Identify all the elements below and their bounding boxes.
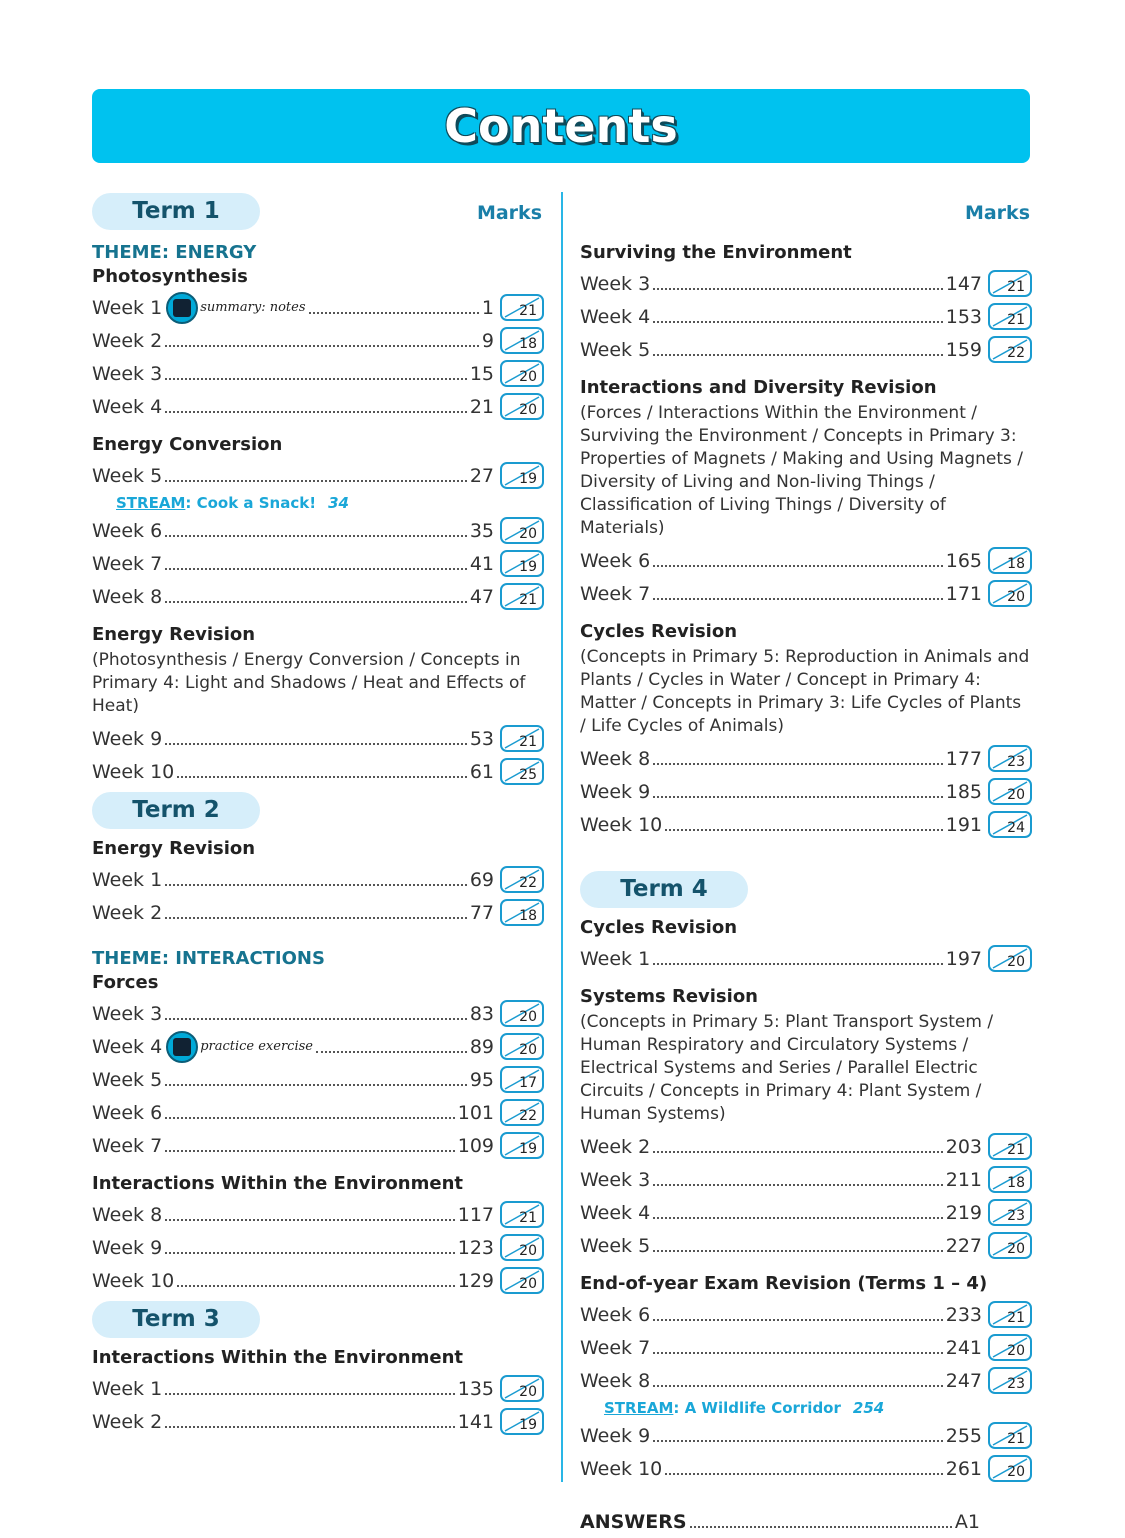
page-title: Contents bbox=[444, 99, 678, 153]
page-number: A1 bbox=[954, 1510, 980, 1533]
marks-box bbox=[500, 294, 544, 321]
marks-value: 20 bbox=[1007, 1241, 1025, 1257]
contents-row[interactable] bbox=[580, 1331, 1032, 1364]
marks-box bbox=[500, 1201, 544, 1228]
marks-value: 18 bbox=[1007, 556, 1025, 572]
marks-value: 21 bbox=[1007, 1431, 1025, 1447]
contents-row[interactable] bbox=[580, 1364, 1032, 1397]
contents-row[interactable] bbox=[580, 1452, 1032, 1485]
stream-title: : Cook a Snack! bbox=[185, 494, 317, 512]
marks-box bbox=[500, 1234, 544, 1261]
marks-value: 18 bbox=[519, 336, 537, 352]
week-label: Week 4 bbox=[580, 305, 651, 328]
page-number: 247 bbox=[945, 1369, 982, 1392]
marks-box bbox=[988, 1133, 1032, 1160]
week-label: Week 2 bbox=[580, 1135, 651, 1158]
dot-leader bbox=[165, 884, 467, 886]
contents-row[interactable] bbox=[580, 300, 1032, 333]
page-number: 27 bbox=[469, 464, 494, 487]
section-title: Interactions Within the Environment bbox=[92, 1347, 463, 1368]
term-label: Term 3 bbox=[92, 1301, 260, 1338]
stream-prefix: STREAM bbox=[604, 1399, 674, 1417]
dot-leader bbox=[653, 796, 943, 798]
dot-leader bbox=[165, 1018, 467, 1020]
dot-leader bbox=[653, 1217, 943, 1219]
section-title: Surviving the Environment bbox=[580, 242, 852, 263]
note bbox=[166, 1031, 313, 1063]
marks-value: 20 bbox=[519, 1243, 537, 1259]
marks-value: 21 bbox=[519, 1210, 537, 1226]
marks-box bbox=[500, 1132, 544, 1159]
marks-value: 18 bbox=[519, 908, 537, 924]
section-title: Interactions and Diversity Revision bbox=[580, 377, 937, 398]
week-label: Week 4 bbox=[580, 1201, 651, 1224]
contents-row[interactable] bbox=[580, 742, 1032, 775]
dot-leader bbox=[165, 743, 467, 745]
marks-box bbox=[500, 583, 544, 610]
marks-box bbox=[988, 778, 1032, 805]
week-label: Week 1 bbox=[92, 1377, 163, 1400]
page-number: 147 bbox=[945, 272, 982, 295]
contents-row[interactable] bbox=[92, 357, 544, 390]
page-number: 219 bbox=[945, 1201, 982, 1224]
marks-box bbox=[988, 1455, 1032, 1482]
dot-leader bbox=[653, 1385, 943, 1387]
marks-box bbox=[500, 360, 544, 387]
qr-code-icon bbox=[173, 1038, 191, 1056]
marks-box bbox=[500, 758, 544, 785]
marks-box bbox=[500, 517, 544, 544]
week-label: Week 2 bbox=[92, 329, 163, 352]
contents-row[interactable] bbox=[580, 942, 1032, 975]
dot-leader bbox=[653, 1184, 943, 1186]
marks-value: 23 bbox=[1007, 1376, 1025, 1392]
week-label: Week 6 bbox=[92, 1101, 163, 1124]
marks-value: 20 bbox=[519, 402, 537, 418]
page-number: 101 bbox=[457, 1101, 494, 1124]
marks-box bbox=[500, 899, 544, 926]
section-title: Systems Revision bbox=[580, 986, 758, 1007]
marks-box bbox=[988, 1166, 1032, 1193]
marks-value: 21 bbox=[1007, 1310, 1025, 1326]
marks-value: 18 bbox=[1007, 1175, 1025, 1191]
page-number: 69 bbox=[469, 868, 494, 891]
marks-value: 25 bbox=[519, 767, 537, 783]
marks-box bbox=[500, 327, 544, 354]
week-label: Week 8 bbox=[580, 1369, 651, 1392]
dot-leader bbox=[165, 1426, 455, 1428]
marks-value: 20 bbox=[1007, 787, 1025, 803]
contents-row[interactable] bbox=[92, 997, 544, 1030]
page-number: 21 bbox=[469, 395, 494, 418]
marks-box bbox=[500, 1375, 544, 1402]
dot-leader bbox=[653, 1151, 943, 1153]
marks-value: 24 bbox=[1007, 820, 1025, 836]
contents-row[interactable] bbox=[92, 755, 544, 788]
dot-leader bbox=[316, 1051, 467, 1053]
page-number: 211 bbox=[945, 1168, 982, 1191]
stream-entry[interactable] bbox=[604, 1397, 1032, 1419]
page-number: 109 bbox=[457, 1134, 494, 1157]
contents-row[interactable] bbox=[580, 544, 1032, 577]
answers-label: ANSWERS bbox=[580, 1510, 687, 1533]
marks-value: 23 bbox=[1007, 1208, 1025, 1224]
week-label: Week 5 bbox=[580, 338, 651, 361]
contents-row[interactable] bbox=[92, 580, 544, 613]
week-label: Week 10 bbox=[580, 1457, 663, 1480]
stream-title: : A Wildlife Corridor bbox=[673, 1399, 841, 1417]
marks-value: 20 bbox=[519, 1042, 537, 1058]
marks-value: 20 bbox=[519, 1276, 537, 1292]
marks-value: 20 bbox=[519, 526, 537, 542]
section-description: (Forces / Interactions Within the Environment / Surviving the Environment / Concepts in Primary 3: Properties of Magnets / Making and Using Magnets / Diversity of Living and Non-living Things / Classification of Living Things / Diversity of Materials) bbox=[580, 403, 1024, 538]
marks-box bbox=[988, 580, 1032, 607]
week-label: Week 8 bbox=[580, 747, 651, 770]
right-column bbox=[580, 193, 1032, 1538]
dot-leader bbox=[165, 535, 467, 537]
marks-box bbox=[988, 1199, 1032, 1226]
marks-value: 21 bbox=[519, 592, 537, 608]
stream-prefix: STREAM bbox=[116, 494, 186, 512]
page-number: 255 bbox=[945, 1424, 982, 1447]
page-number: 203 bbox=[945, 1135, 982, 1158]
section-title: Cycles Revision bbox=[580, 621, 738, 642]
contents-row[interactable] bbox=[580, 1229, 1032, 1262]
page-number: 261 bbox=[945, 1457, 982, 1480]
marks-box bbox=[500, 1066, 544, 1093]
page-number: 227 bbox=[945, 1234, 982, 1257]
contents-row[interactable] bbox=[580, 1163, 1032, 1196]
dot-leader bbox=[165, 1084, 467, 1086]
dot-leader bbox=[165, 601, 467, 603]
marks-box bbox=[988, 336, 1032, 363]
marks-box bbox=[988, 270, 1032, 297]
week-label: Week 4 bbox=[92, 395, 163, 418]
marks-box bbox=[988, 1334, 1032, 1361]
page-number: 95 bbox=[469, 1068, 494, 1091]
section-title: Energy Revision bbox=[92, 838, 256, 859]
week-label: Week 6 bbox=[92, 519, 163, 542]
week-label: Week 9 bbox=[580, 780, 651, 803]
marks-box bbox=[500, 1000, 544, 1027]
stream-entry[interactable] bbox=[116, 492, 544, 514]
dot-leader bbox=[653, 321, 943, 323]
marks-value: 22 bbox=[519, 1108, 537, 1124]
page-number: 9 bbox=[481, 329, 494, 352]
week-label: Week 1 bbox=[92, 296, 163, 319]
section-title: Photosynthesis bbox=[92, 266, 248, 287]
marks-value: 19 bbox=[519, 1417, 537, 1433]
stream-page: 34 bbox=[328, 494, 349, 512]
week-label: Week 1 bbox=[92, 868, 163, 891]
page-number: 61 bbox=[469, 760, 494, 783]
dot-leader bbox=[165, 345, 479, 347]
marks-header: Marks bbox=[476, 202, 542, 224]
week-label: Week 7 bbox=[580, 582, 651, 605]
page-number: 117 bbox=[457, 1203, 494, 1226]
contents-row[interactable] bbox=[580, 1298, 1032, 1331]
week-label: Week 9 bbox=[92, 727, 163, 750]
contents-row[interactable] bbox=[92, 1231, 544, 1264]
contents-row[interactable] bbox=[580, 1419, 1032, 1452]
week-label: Week 5 bbox=[92, 1068, 163, 1091]
page-number: 197 bbox=[945, 947, 982, 970]
marks-value: 21 bbox=[1007, 279, 1025, 295]
page-number: 35 bbox=[469, 519, 494, 542]
contents-row[interactable] bbox=[92, 547, 544, 580]
page-number: 185 bbox=[945, 780, 982, 803]
week-label: Week 10 bbox=[92, 760, 175, 783]
page-number: 129 bbox=[457, 1269, 494, 1292]
marks-value: 19 bbox=[519, 1141, 537, 1157]
dot-leader bbox=[165, 568, 467, 570]
marks-box bbox=[988, 811, 1032, 838]
section-title: Forces bbox=[92, 972, 159, 993]
qr-code-icon bbox=[173, 299, 191, 317]
marks-box bbox=[500, 725, 544, 752]
marks-value: 20 bbox=[519, 1009, 537, 1025]
contents-row[interactable] bbox=[580, 808, 1032, 841]
dot-leader bbox=[665, 1473, 942, 1475]
contents-row[interactable] bbox=[580, 775, 1032, 808]
contents-row[interactable] bbox=[92, 459, 544, 492]
marks-value: 20 bbox=[1007, 1464, 1025, 1480]
week-label: Week 4 bbox=[92, 1035, 163, 1058]
dot-leader bbox=[653, 1319, 943, 1321]
dot-leader bbox=[653, 1440, 943, 1442]
term-header bbox=[580, 193, 1032, 231]
page-number: 241 bbox=[945, 1336, 982, 1359]
marks-value: 20 bbox=[1007, 954, 1025, 970]
marks-value: 20 bbox=[519, 369, 537, 385]
contents-row[interactable] bbox=[92, 722, 544, 755]
dot-leader bbox=[165, 411, 467, 413]
page-number: 47 bbox=[469, 585, 494, 608]
dot-leader bbox=[165, 378, 467, 380]
section-title: Energy Revision bbox=[92, 624, 256, 645]
theme-heading: THEME: INTERACTIONS bbox=[92, 948, 325, 969]
contents-row[interactable] bbox=[92, 514, 544, 547]
page-number: 123 bbox=[457, 1236, 494, 1259]
term-label: Term 1 bbox=[92, 193, 260, 230]
dot-leader bbox=[653, 598, 943, 600]
dot-leader bbox=[165, 1252, 455, 1254]
marks-box bbox=[988, 303, 1032, 330]
marks-box bbox=[988, 1367, 1032, 1394]
contents-row[interactable] bbox=[92, 896, 544, 929]
dot-leader bbox=[653, 1352, 943, 1354]
week-label: Week 7 bbox=[580, 1336, 651, 1359]
contents-row[interactable] bbox=[92, 1372, 544, 1405]
marks-value: 21 bbox=[1007, 312, 1025, 328]
marks-box bbox=[988, 547, 1032, 574]
dot-leader bbox=[653, 565, 943, 567]
week-label: Week 1 bbox=[580, 947, 651, 970]
marks-box bbox=[500, 1267, 544, 1294]
contents-row[interactable] bbox=[92, 1129, 544, 1162]
dot-leader bbox=[665, 829, 942, 831]
marks-box bbox=[988, 1422, 1032, 1449]
marks-value: 22 bbox=[1007, 345, 1025, 361]
stream-page: 254 bbox=[852, 1399, 885, 1417]
page-number: 233 bbox=[945, 1303, 982, 1326]
contents-row[interactable] bbox=[92, 1405, 544, 1438]
contents-row[interactable] bbox=[92, 390, 544, 423]
dot-leader bbox=[165, 1117, 455, 1119]
dot-leader bbox=[690, 1526, 952, 1528]
section-title: End-of-year Exam Revision (Terms 1 – 4) bbox=[580, 1273, 988, 1294]
page-number: 141 bbox=[457, 1410, 494, 1433]
marks-value: 20 bbox=[1007, 589, 1025, 605]
page-number: 159 bbox=[945, 338, 982, 361]
term-label: Term 4 bbox=[580, 871, 748, 908]
page-number: 1 bbox=[481, 296, 494, 319]
contents-row[interactable] bbox=[92, 1264, 544, 1297]
week-label: Week 7 bbox=[92, 1134, 163, 1157]
marks-box bbox=[500, 1099, 544, 1126]
contents-row[interactable] bbox=[92, 1063, 544, 1096]
marks-box bbox=[988, 1232, 1032, 1259]
dot-leader bbox=[177, 776, 467, 778]
marks-value: 21 bbox=[519, 734, 537, 750]
note bbox=[166, 292, 305, 324]
section-title: Cycles Revision bbox=[580, 917, 738, 938]
marks-value: 21 bbox=[1007, 1142, 1025, 1158]
left-column bbox=[92, 193, 544, 1438]
marks-box bbox=[988, 945, 1032, 972]
week-label: Week 8 bbox=[92, 1203, 163, 1226]
page-number: 177 bbox=[945, 747, 982, 770]
page-number: 135 bbox=[457, 1377, 494, 1400]
contents-row[interactable] bbox=[92, 324, 544, 357]
marks-box bbox=[500, 550, 544, 577]
week-label: Week 3 bbox=[92, 1002, 163, 1025]
dot-leader bbox=[165, 1219, 455, 1221]
note-text: summary: notes bbox=[200, 300, 306, 315]
marks-box bbox=[988, 745, 1032, 772]
term-label: Term 2 bbox=[92, 792, 260, 829]
marks-box bbox=[500, 462, 544, 489]
marks-value: 20 bbox=[519, 1384, 537, 1400]
qr-badge-icon bbox=[166, 1031, 198, 1063]
contents-row[interactable] bbox=[580, 577, 1032, 610]
marks-value: 22 bbox=[519, 875, 537, 891]
week-label: Week 8 bbox=[92, 585, 163, 608]
marks-value: 17 bbox=[519, 1075, 537, 1091]
marks-box bbox=[500, 393, 544, 420]
marks-value: 20 bbox=[1007, 1343, 1025, 1359]
week-label: Week 7 bbox=[92, 552, 163, 575]
week-label: Week 9 bbox=[92, 1236, 163, 1259]
contents-row[interactable] bbox=[580, 333, 1032, 366]
dot-leader bbox=[165, 917, 467, 919]
page-number: 153 bbox=[945, 305, 982, 328]
term-header bbox=[92, 792, 544, 829]
dot-leader bbox=[653, 963, 943, 965]
term-header bbox=[580, 871, 1032, 908]
term-header bbox=[92, 1301, 544, 1338]
dot-leader bbox=[165, 1393, 455, 1395]
section-title: Interactions Within the Environment bbox=[92, 1173, 463, 1194]
page-number: 53 bbox=[469, 727, 494, 750]
column-divider bbox=[561, 192, 563, 1482]
dot-leader bbox=[177, 1285, 454, 1287]
week-label: Week 3 bbox=[580, 1168, 651, 1191]
week-label: Week 5 bbox=[92, 464, 163, 487]
page-number: 165 bbox=[945, 549, 982, 572]
page-number: 171 bbox=[945, 582, 982, 605]
contents-row[interactable] bbox=[92, 1030, 544, 1063]
page-number: 89 bbox=[469, 1035, 494, 1058]
page-number: 41 bbox=[469, 552, 494, 575]
page-number: 15 bbox=[469, 362, 494, 385]
dot-leader bbox=[165, 480, 467, 482]
page-number: 77 bbox=[469, 901, 494, 924]
contents-row[interactable] bbox=[92, 291, 544, 324]
week-label: Week 3 bbox=[92, 362, 163, 385]
week-label: Week 2 bbox=[92, 901, 163, 924]
marks-box bbox=[500, 1033, 544, 1060]
week-label: Week 3 bbox=[580, 272, 651, 295]
marks-value: 23 bbox=[1007, 754, 1025, 770]
contents-row[interactable] bbox=[580, 1130, 1032, 1163]
dot-leader bbox=[653, 1250, 943, 1252]
marks-box bbox=[500, 866, 544, 893]
section-description: (Concepts in Primary 5: Reproduction in Animals and Plants / Cycles in Water / Concept in Primary 4: Matter / Concepts in Primary 3: Life Cycles of Plants / Life Cycles of Animals) bbox=[580, 647, 1030, 736]
section-description: (Photosynthesis / Energy Conversion / Concepts in Primary 4: Light and Shadows / Heat and Effects of Heat) bbox=[92, 650, 526, 716]
section-description: (Concepts in Primary 5: Plant Transport System / Human Respiratory and Circulatory Systems / Electrical Systems and Series / Parallel Electric Circuits / Concepts in Primary 4: Plant System / Human Systems) bbox=[580, 1012, 994, 1124]
page-number: 191 bbox=[945, 813, 982, 836]
marks-value: 19 bbox=[519, 559, 537, 575]
marks-value: 21 bbox=[519, 303, 537, 319]
dot-leader bbox=[653, 763, 943, 765]
contents-row[interactable] bbox=[580, 1196, 1032, 1229]
theme-heading: THEME: ENERGY bbox=[92, 242, 257, 263]
week-label: Week 9 bbox=[580, 1424, 651, 1447]
note-text: practice exercise bbox=[200, 1039, 313, 1054]
answers-row[interactable] bbox=[580, 1505, 1032, 1538]
page-number: 83 bbox=[469, 1002, 494, 1025]
week-label: Week 2 bbox=[92, 1410, 163, 1433]
dot-leader bbox=[165, 1150, 455, 1152]
section-title: Energy Conversion bbox=[92, 434, 283, 455]
dot-leader bbox=[309, 312, 479, 314]
qr-badge-icon bbox=[166, 292, 198, 324]
marks-header: Marks bbox=[964, 202, 1030, 224]
contents-banner bbox=[92, 89, 1030, 163]
dot-leader bbox=[653, 354, 943, 356]
dot-leader bbox=[653, 288, 943, 290]
week-label: Week 10 bbox=[92, 1269, 175, 1292]
marks-box bbox=[500, 1408, 544, 1435]
contents-row[interactable] bbox=[580, 267, 1032, 300]
marks-box bbox=[988, 1301, 1032, 1328]
week-label: Week 6 bbox=[580, 549, 651, 572]
contents-row[interactable] bbox=[92, 1096, 544, 1129]
contents-row[interactable] bbox=[92, 1198, 544, 1231]
term-header bbox=[92, 193, 544, 231]
week-label: Week 10 bbox=[580, 813, 663, 836]
marks-value: 19 bbox=[519, 471, 537, 487]
week-label: Week 6 bbox=[580, 1303, 651, 1326]
contents-row[interactable] bbox=[92, 863, 544, 896]
week-label: Week 5 bbox=[580, 1234, 651, 1257]
